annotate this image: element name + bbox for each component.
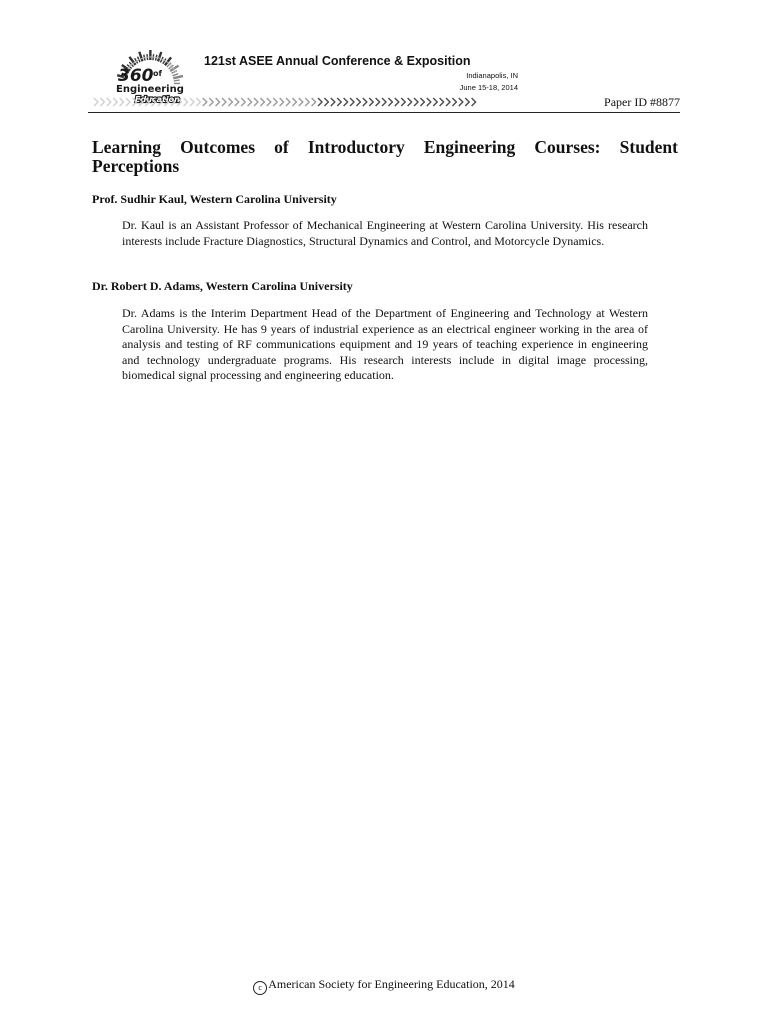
paper-id: Paper ID #8877 xyxy=(604,95,680,109)
paper-title: Learning Outcomes of Introductory Engineering Courses: Student Perceptions xyxy=(92,137,678,176)
chevron-strip-decoration xyxy=(88,96,480,108)
logo-of: of xyxy=(153,69,162,78)
author-name: Prof. Sudhir Kaul, Western Carolina University xyxy=(92,192,337,206)
page-header xyxy=(88,34,680,112)
header-rule xyxy=(88,112,680,113)
author-name: Dr. Robert D. Adams, Western Carolina University xyxy=(92,279,353,293)
logo-number: 360 xyxy=(118,66,154,86)
conference-title: 121st ASEE Annual Conference & Exposition xyxy=(204,54,471,68)
page-footer xyxy=(0,977,768,995)
copyright-icon: c xyxy=(253,981,267,995)
conference-location: Indianapolis, IN xyxy=(466,71,518,80)
author-bio: Dr. Adams is the Interim Department Head of the Department of Engineering and Technology at Western Carolina University. He has 9 years of industrial experience as an electrical engineer working in the area of analysis and testing of RF communications equipment and 19 years of teaching experience in engineering and technology undergraduate programs. His research interests include in digital image processing, biomedical signal processing and engineering education. xyxy=(122,306,648,383)
conference-dates: June 15-18, 2014 xyxy=(459,83,518,92)
author-bio: Dr. Kaul is an Assistant Professor of Mechanical Engineering at Western Carolina University. His research interests include Fracture Diagnostics, Structural Dynamics and Control, and Motorcycle Dynamics. xyxy=(122,218,648,248)
logo-line-engineering: Engineering xyxy=(116,84,184,95)
copyright-text: American Society for Engineering Education, 2014 xyxy=(268,977,515,991)
logo-line-education: Education xyxy=(135,95,180,104)
